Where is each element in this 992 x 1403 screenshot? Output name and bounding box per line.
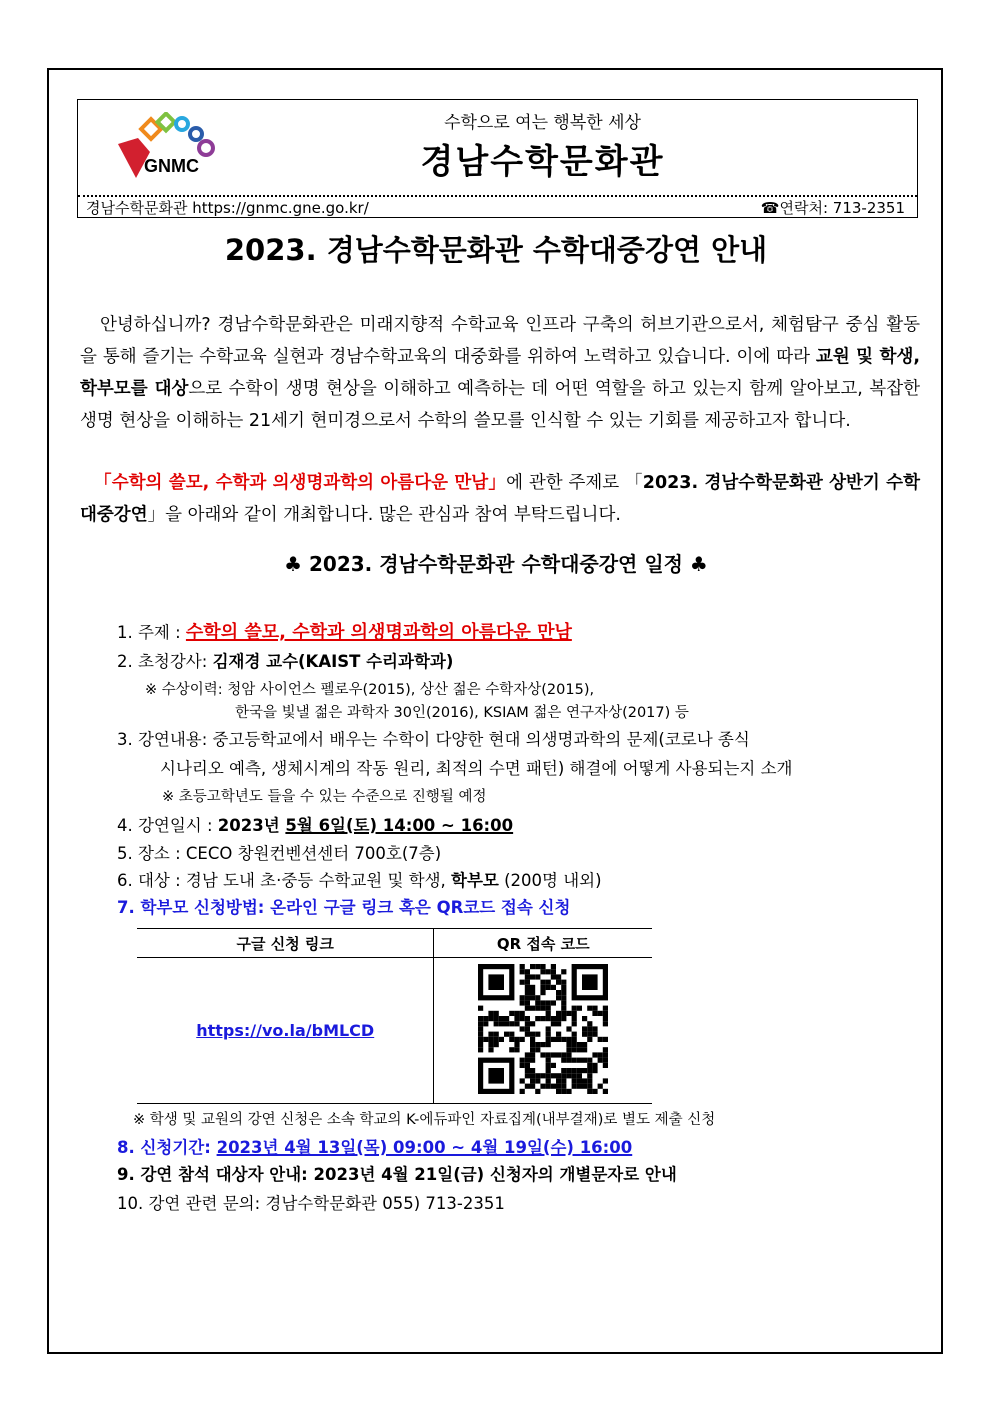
item-contact: 10. 강연 관련 문의: 경남수학문화관 055) 713-2351	[117, 1194, 505, 1213]
text: 」을 아래와 같이 개최합니다. 많은 관심과 참여 부탁드립니다.	[147, 505, 621, 525]
value: 5월 6일(토) 14:00 ~ 16:00	[285, 816, 514, 835]
phone: ☎연락처: 713-2351	[760, 199, 905, 217]
text: (200명 내외)	[498, 871, 602, 890]
label: 1. 주제 :	[117, 623, 186, 642]
item-datetime	[117, 812, 513, 836]
item-venue: 5. 장소 : CECO 창원컨벤션센터 700호(7층)	[117, 844, 442, 863]
bold-text: 2023. 경남수학문화관 상반기 수학대중강연	[80, 473, 920, 525]
bold-text: 교원 및 학생, 학부모를 대상	[80, 347, 920, 399]
letterhead	[77, 99, 918, 218]
topic-text: 「수학의 쓸모, 수학과 의생명과학의 아름다운 만남」	[94, 473, 507, 493]
value: 2023년 4월 13일(목) 09:00 ~ 4월 19일(수) 16:00	[216, 1138, 633, 1157]
qr-code[interactable]	[478, 964, 608, 1094]
text: 에 관한 주제로 「	[506, 473, 643, 493]
event-paragraph	[80, 467, 920, 531]
text: 안녕하십니까? 경남수학문화관은 미래지향적 수학교육 인프라 구축의 허브기관으로서, 체험탐구 중심 활동을 통해 즐기는 수학교육 실현과 경남수학교육의 대중화를 위하여 노력하고 있습니다. 이에 따라	[80, 315, 920, 367]
svg-text:GNMC: GNMC	[144, 156, 199, 176]
col-qr: QR 접속 코드	[434, 929, 652, 958]
section-title: ♣ 2023. 경남수학문화관 수학대중강연 일정 ♣	[284, 552, 708, 576]
item-content-1: 3. 강연내용: 중고등학교에서 배우는 수학이 다양한 현대 의생명과학의 문제(코로나 종식	[117, 730, 750, 749]
item-content-2: 시나리오 예측, 생체시계의 작동 원리, 최적의 수면 패턴) 해결에 어떻게 사용되는지 소개	[160, 759, 793, 778]
col-link: 구글 신청 링크	[137, 929, 434, 958]
item-speaker	[117, 648, 453, 672]
org-name: 경남수학문화관	[420, 142, 665, 182]
item-audience	[117, 867, 602, 891]
value: 수학의 쓸모, 수학과 의생명과학의 아름다운 만남	[185, 622, 572, 643]
text: 으로 수학이 생명 현상을 이해하고 예측하는 데 어떤 역할을 하고 있는지 함께 알아보고, 복잡한 생명 현상을 이해하는 21세기 현미경으로서 수학의 쓸모를 인식할 수 있는 기회를 제공하고자 합니다.	[80, 379, 921, 431]
slogan: 수학으로 여는 행복한 세상	[444, 113, 641, 133]
item-topic	[117, 618, 572, 644]
item-notice: 9. 강연 참석 대상자 안내: 2023년 4월 21일(금) 신청자의 개별문자로 안내	[117, 1165, 677, 1184]
document-title: 2023. 경남수학문화관 수학대중강연 안내	[224, 233, 768, 267]
website[interactable]: 경남수학문화관 https://gnmc.gne.go.kr/	[86, 199, 369, 217]
label: 2. 초청강사:	[117, 652, 213, 671]
student-note: ※ 학생 및 교원의 강연 신청은 소속 학교의 K-에듀파인 자료집계(내부결재)로 별도 제출 신청	[133, 1112, 716, 1128]
speaker-note-2: 한국을 빛낼 젊은 과학자 30인(2016), KSIAM 젊은 연구자상(2017) 등	[235, 705, 689, 721]
speaker-note-1: ※ 수상이력: 청암 사이언스 펠로우(2015), 상산 젊은 수학자상(2015),	[145, 682, 595, 698]
item-apply-method: 7. 학부모 신청방법: 온라인 구글 링크 혹은 QR코드 접속 신청	[117, 898, 571, 917]
text: 6. 대상 : 경남 도내 초·중등 수학교원 및 학생,	[117, 871, 452, 890]
value: 2023년	[217, 816, 286, 835]
apply-table	[137, 928, 652, 1104]
content-note: ※ 초등고학년도 들을 수 있는 수준으로 진행될 예정	[162, 789, 487, 805]
item-period	[117, 1134, 632, 1158]
bold-text: 학부모	[451, 871, 499, 890]
label: 4. 강연일시 :	[117, 816, 218, 835]
intro-paragraph	[80, 309, 920, 437]
label: 8. 신청기간:	[117, 1138, 217, 1157]
apply-link[interactable]: https://vo.la/bMLCD	[196, 1021, 375, 1040]
value: 김재경 교수(KAIST 수리과학과)	[212, 652, 454, 671]
